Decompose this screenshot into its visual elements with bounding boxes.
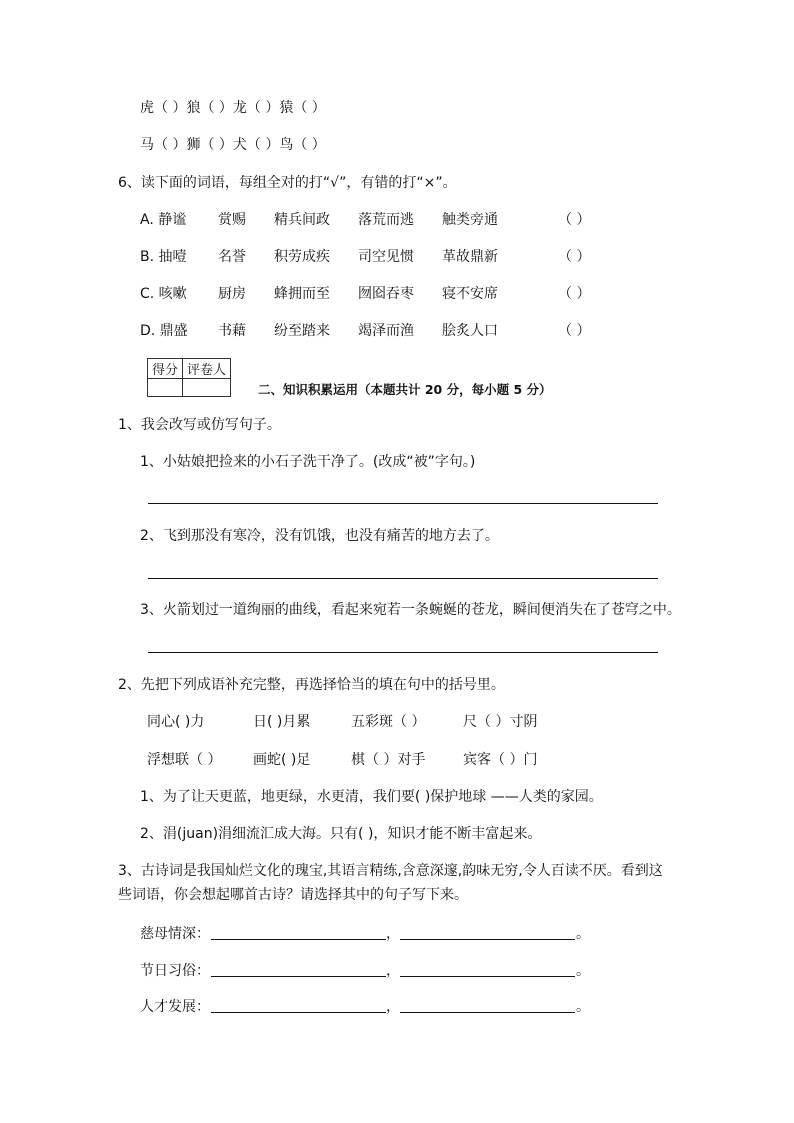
s3-item-3-label: 人才发展： bbox=[140, 999, 210, 1015]
s3-prompt-line-1: 3、古诗词是我国灿烂文化的瑰宝,其语言精练,含意深邃,韵味无穷,令人百读不厌。看到这 bbox=[118, 863, 663, 879]
s1-answer-line-3[interactable] bbox=[148, 652, 658, 653]
s1-answer-line-1[interactable] bbox=[148, 503, 658, 504]
s3-item-2-blank-2[interactable] bbox=[400, 976, 575, 977]
s3-item-2-comma: ， bbox=[386, 963, 400, 979]
s3-item-1-blank-1[interactable] bbox=[211, 939, 386, 940]
s3-item-3-blank-1[interactable] bbox=[211, 1012, 386, 1013]
score-table bbox=[147, 358, 231, 397]
q6-b-word2: 积劳成疾 bbox=[274, 249, 330, 265]
q6-d-answer[interactable]: （ ） bbox=[558, 323, 591, 339]
s3-item-2-blank-1[interactable] bbox=[211, 976, 386, 977]
q6-b-word1: 名誉 bbox=[218, 249, 246, 265]
s3-item-2-label: 节日习俗： bbox=[140, 963, 210, 979]
s2-idiom-7: 棋（ ）对手 bbox=[351, 752, 426, 768]
s2-idiom-4: 尺（ ）寸阴 bbox=[463, 714, 538, 730]
s2-sentence-2: 2、涓(juan)涓细流汇成大海。只有( )，知识才能不断丰富起来。 bbox=[140, 826, 542, 842]
s2-idiom-2: 日( )月累 bbox=[253, 714, 311, 730]
q6-b-word4: 革故鼎新 bbox=[442, 249, 498, 265]
s3-item-3-end: 。 bbox=[576, 999, 590, 1015]
s2-idiom-6: 画蛇( )足 bbox=[253, 752, 311, 768]
q6-a-word3: 落荒而逃 bbox=[358, 212, 414, 228]
animal-row-2: 马（ ）狮（ ）犬（ ）鸟（ ） bbox=[140, 137, 326, 153]
s2-prompt: 2、先把下列成语补充完整，再选择恰当的填在句中的括号里。 bbox=[118, 677, 505, 693]
q6-c-word4: 寝不安席 bbox=[442, 286, 498, 302]
s3-prompt-line-2: 些词语，你会想起哪首古诗？请选择其中的句子写下来。 bbox=[118, 887, 468, 903]
s3-item-3-comma: ， bbox=[386, 999, 400, 1015]
q6-c-answer[interactable]: （ ） bbox=[558, 286, 591, 302]
q6-a-word4: 触类旁通 bbox=[442, 212, 498, 228]
s1-answer-line-2[interactable] bbox=[148, 578, 658, 579]
q6-d-word2: 纷至踏来 bbox=[274, 323, 330, 339]
s2-idiom-5: 浮想联（ ） bbox=[147, 752, 222, 768]
s3-item-1-end: 。 bbox=[576, 926, 590, 942]
s2-idiom-3: 五彩斑（ ） bbox=[351, 714, 426, 730]
q6-prompt: 6、读下面的词语，每组全对的打“√”，有错的打“×”。 bbox=[118, 175, 457, 191]
s3-item-1-label: 慈母情深： bbox=[140, 926, 210, 942]
q6-b-answer[interactable]: （ ） bbox=[558, 249, 591, 265]
s1-item-1: 1、小姑娘把捡来的小石子洗干净了。(改成“被”字句。) bbox=[140, 454, 476, 470]
q6-c-word3: 囫囵吞枣 bbox=[358, 286, 414, 302]
s2-idiom-8: 宾客（ ）门 bbox=[463, 752, 538, 768]
s1-item-3: 3、火箭划过一道绚丽的曲线，看起来宛若一条蜿蜒的苍龙，瞬间便消失在了苍穹之中。 bbox=[140, 602, 681, 618]
q6-a-label: A. 静谧 bbox=[140, 212, 187, 228]
s1-item-2: 2、飞到那没有寒冷，没有饥饿，也没有痛苦的地方去了。 bbox=[140, 528, 499, 544]
animal-row-1: 虎（ ）狼（ ）龙（ ）猿（ ） bbox=[140, 100, 326, 116]
grader-header: 评卷人 bbox=[183, 359, 231, 379]
q6-c-word2: 蜂拥而至 bbox=[274, 286, 330, 302]
score-cell[interactable] bbox=[148, 379, 183, 397]
s3-item-2-end: 。 bbox=[576, 963, 590, 979]
q6-d-word4: 脍炙人口 bbox=[442, 323, 498, 339]
q6-a-word2: 精兵间政 bbox=[274, 212, 330, 228]
grader-cell[interactable] bbox=[183, 379, 231, 397]
s3-item-1-blank-2[interactable] bbox=[400, 939, 575, 940]
s3-item-3-blank-2[interactable] bbox=[400, 1012, 575, 1013]
q6-d-label: D. 鼎盛 bbox=[140, 323, 188, 339]
q6-b-label: B. 抽噎 bbox=[140, 249, 187, 265]
q6-c-label: C. 咳嗽 bbox=[140, 286, 187, 302]
section-2-title: 二、知识积累运用（本题共计 20 分，每小题 5 分） bbox=[258, 382, 552, 397]
q6-a-answer[interactable]: （ ） bbox=[558, 212, 591, 228]
q6-b-word3: 司空见惯 bbox=[358, 249, 414, 265]
q6-d-word1: 书藉 bbox=[218, 323, 246, 339]
q6-c-word1: 厨房 bbox=[218, 286, 246, 302]
s1-prompt: 1、我会改写或仿写句子。 bbox=[118, 417, 281, 433]
q6-a-word1: 赏赐 bbox=[218, 212, 246, 228]
score-header: 得分 bbox=[148, 359, 183, 379]
s2-sentence-1: 1、为了让天更蓝，地更绿，水更清，我们要( )保护地球 ——人类的家园。 bbox=[140, 789, 603, 805]
s2-idiom-1: 同心( )力 bbox=[147, 714, 205, 730]
q6-d-word3: 竭泽而渔 bbox=[358, 323, 414, 339]
s3-item-1-comma: ， bbox=[386, 926, 400, 942]
